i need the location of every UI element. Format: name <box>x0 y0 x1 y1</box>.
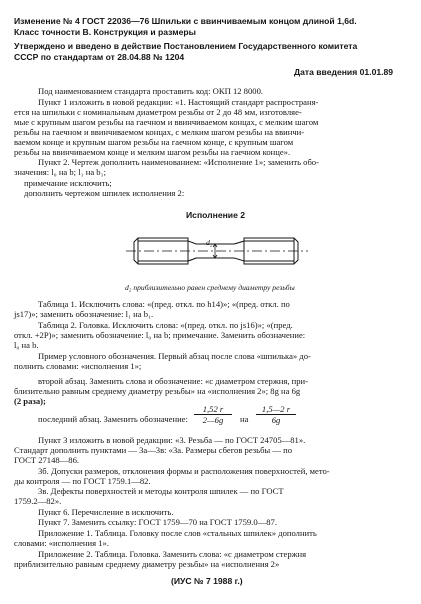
body-line: Под наименованием стандарта проставить код: ОКП 12 8000. <box>38 86 264 96</box>
effective-date: Дата введения 01.01.89 <box>294 67 394 77</box>
body-line: мые с крупным шагом резьбы на гаечном и ввинчиваемом концах, с мелким шагом <box>14 117 319 127</box>
body-line: Пункт 6. Перечисление в исключить. <box>38 507 174 517</box>
body-line: l₀ на b. <box>14 340 39 350</box>
header-title-line2: Класс точности В. Конструкция и размеры <box>14 27 196 37</box>
body-line: последний абзац. Заменить обозначение: <box>38 414 188 424</box>
figure-title: Исполнение 2 <box>186 210 246 220</box>
header-title-line1: Изменение № 4 ГОСТ 22036—76 Шпильки с ввинчиваемым концом длиной 1,6d. <box>14 16 357 26</box>
body-line: примечание исключить; <box>24 178 112 188</box>
fraction-denominator: 6g <box>271 415 281 425</box>
body-line: приблизительно равным среднему диаметру резьбы» на «исполнения 2» <box>14 559 280 569</box>
body-line: ется на шпильки с номинальным диаметром резьбы от 2 до 48 мм, изготовляе- <box>14 107 302 117</box>
body-line: Пункт 2. Чертеж дополнить наименованием: «Исполнение 1»; заменить обо- <box>38 157 319 167</box>
body-line: ваемом конце и крупным шагом резьбы на гаечном конце, с крупным шагом <box>14 137 294 147</box>
body-line: значения: l₀ на b; l₁ на b₁; <box>14 167 106 177</box>
body-line: ды контроля — по ГОСТ 1759.1—82. <box>14 476 151 486</box>
body-line: 3б. Допуски размеров, отклонения формы и расположения поверхностей, мето- <box>38 466 330 476</box>
header-approval-line1: Утверждено и введено в действие Постановлением Государственного комитета <box>14 41 358 51</box>
stud-drawing <box>126 228 308 274</box>
formula-word-na: на <box>240 414 249 424</box>
fraction-denominator: 2—6g <box>202 415 224 425</box>
dimension-label-d2: d₂ <box>206 238 213 247</box>
body-line: словами: «исполнения 1». <box>14 538 109 548</box>
body-line: Таблица 2. Головка. Исключить слова: «(пред. откл. по js16)»; «(пред. <box>38 320 293 330</box>
body-line: дополнить чертежом шпилек исполнения 2: <box>24 188 185 198</box>
body-line: ГОСТ 27148—86. <box>14 455 80 465</box>
formula-fraction-left <box>194 404 232 425</box>
body-line: резьбы на гаечном и ввинчиваемом концах, с мелким шагом резьбы на ввинчи- <box>14 127 305 137</box>
body-line: Таблица 1. Исключить слова: «(пред. откл. по h14)»; «(пред. откл. по <box>38 299 290 309</box>
body-line: полнить словами: «исполнения 1»; <box>14 361 142 371</box>
fraction-numerator: 1,52 r <box>194 404 232 415</box>
body-line: резьбы на ввинчиваемом конце и мелким шагом резьбы на гаечном конце». <box>14 147 291 157</box>
body-line: Приложение 1. Таблица. Головку после слов «стальных шпилек» дополнить <box>38 528 317 538</box>
body-line: Пункт 1 изложить в новой редакции: «1. Настоящий стандарт распространя- <box>38 97 319 107</box>
body-line: второй абзац. Заменить слова и обозначение: «с диаметром стержня, при- <box>38 376 308 386</box>
body-line: откл. +2P)»; заменить обозначение: l₀ на b; примечание. Заменить обозначение: <box>14 330 306 340</box>
body-line: 3в. Дефекты поверхностей и методы контроля шпилек — по ГОСТ <box>38 486 284 496</box>
header-approval-line2: СССР по стандартам от 28.04.88 № 1204 <box>14 52 185 62</box>
body-line: (2 раза); <box>14 396 46 406</box>
body-line: близительно равным среднему диаметру резьбы» на «исполнения 2»; 8g на 6g <box>14 386 301 396</box>
body-line: Пункт 3 изложить в новой редакции: «3. Резьба — по ГОСТ 24705—81». <box>38 435 306 445</box>
body-line: Пункт 7. Заменить ссылку: ГОСТ 1759—70 на ГОСТ 1759.0—87. <box>38 517 277 527</box>
figure-caption: d₂ приблизительно равен среднему диаметру резьбы <box>125 283 295 292</box>
body-line: Приложение 2. Таблица. Головка. Заменить слова: «с диаметром стержня <box>38 549 307 559</box>
formula-fraction-right <box>256 404 296 425</box>
body-line: 1759.2—82». <box>14 496 62 506</box>
footer-issue-reference: (ИУС № 7 1988 г.) <box>171 576 243 586</box>
body-line: Стандарт дополнить пунктами — 3а—3в: «3а. Размеры сбегов резьбы — по <box>14 445 292 455</box>
fraction-numerator: 1,5—2 r <box>256 404 296 415</box>
body-line: Пример условного обозначения. Первый абзац после слова «шпилька» до- <box>38 351 311 361</box>
body-line: js17)»; заменить обозначение: l₁ на b₁. <box>14 309 154 319</box>
